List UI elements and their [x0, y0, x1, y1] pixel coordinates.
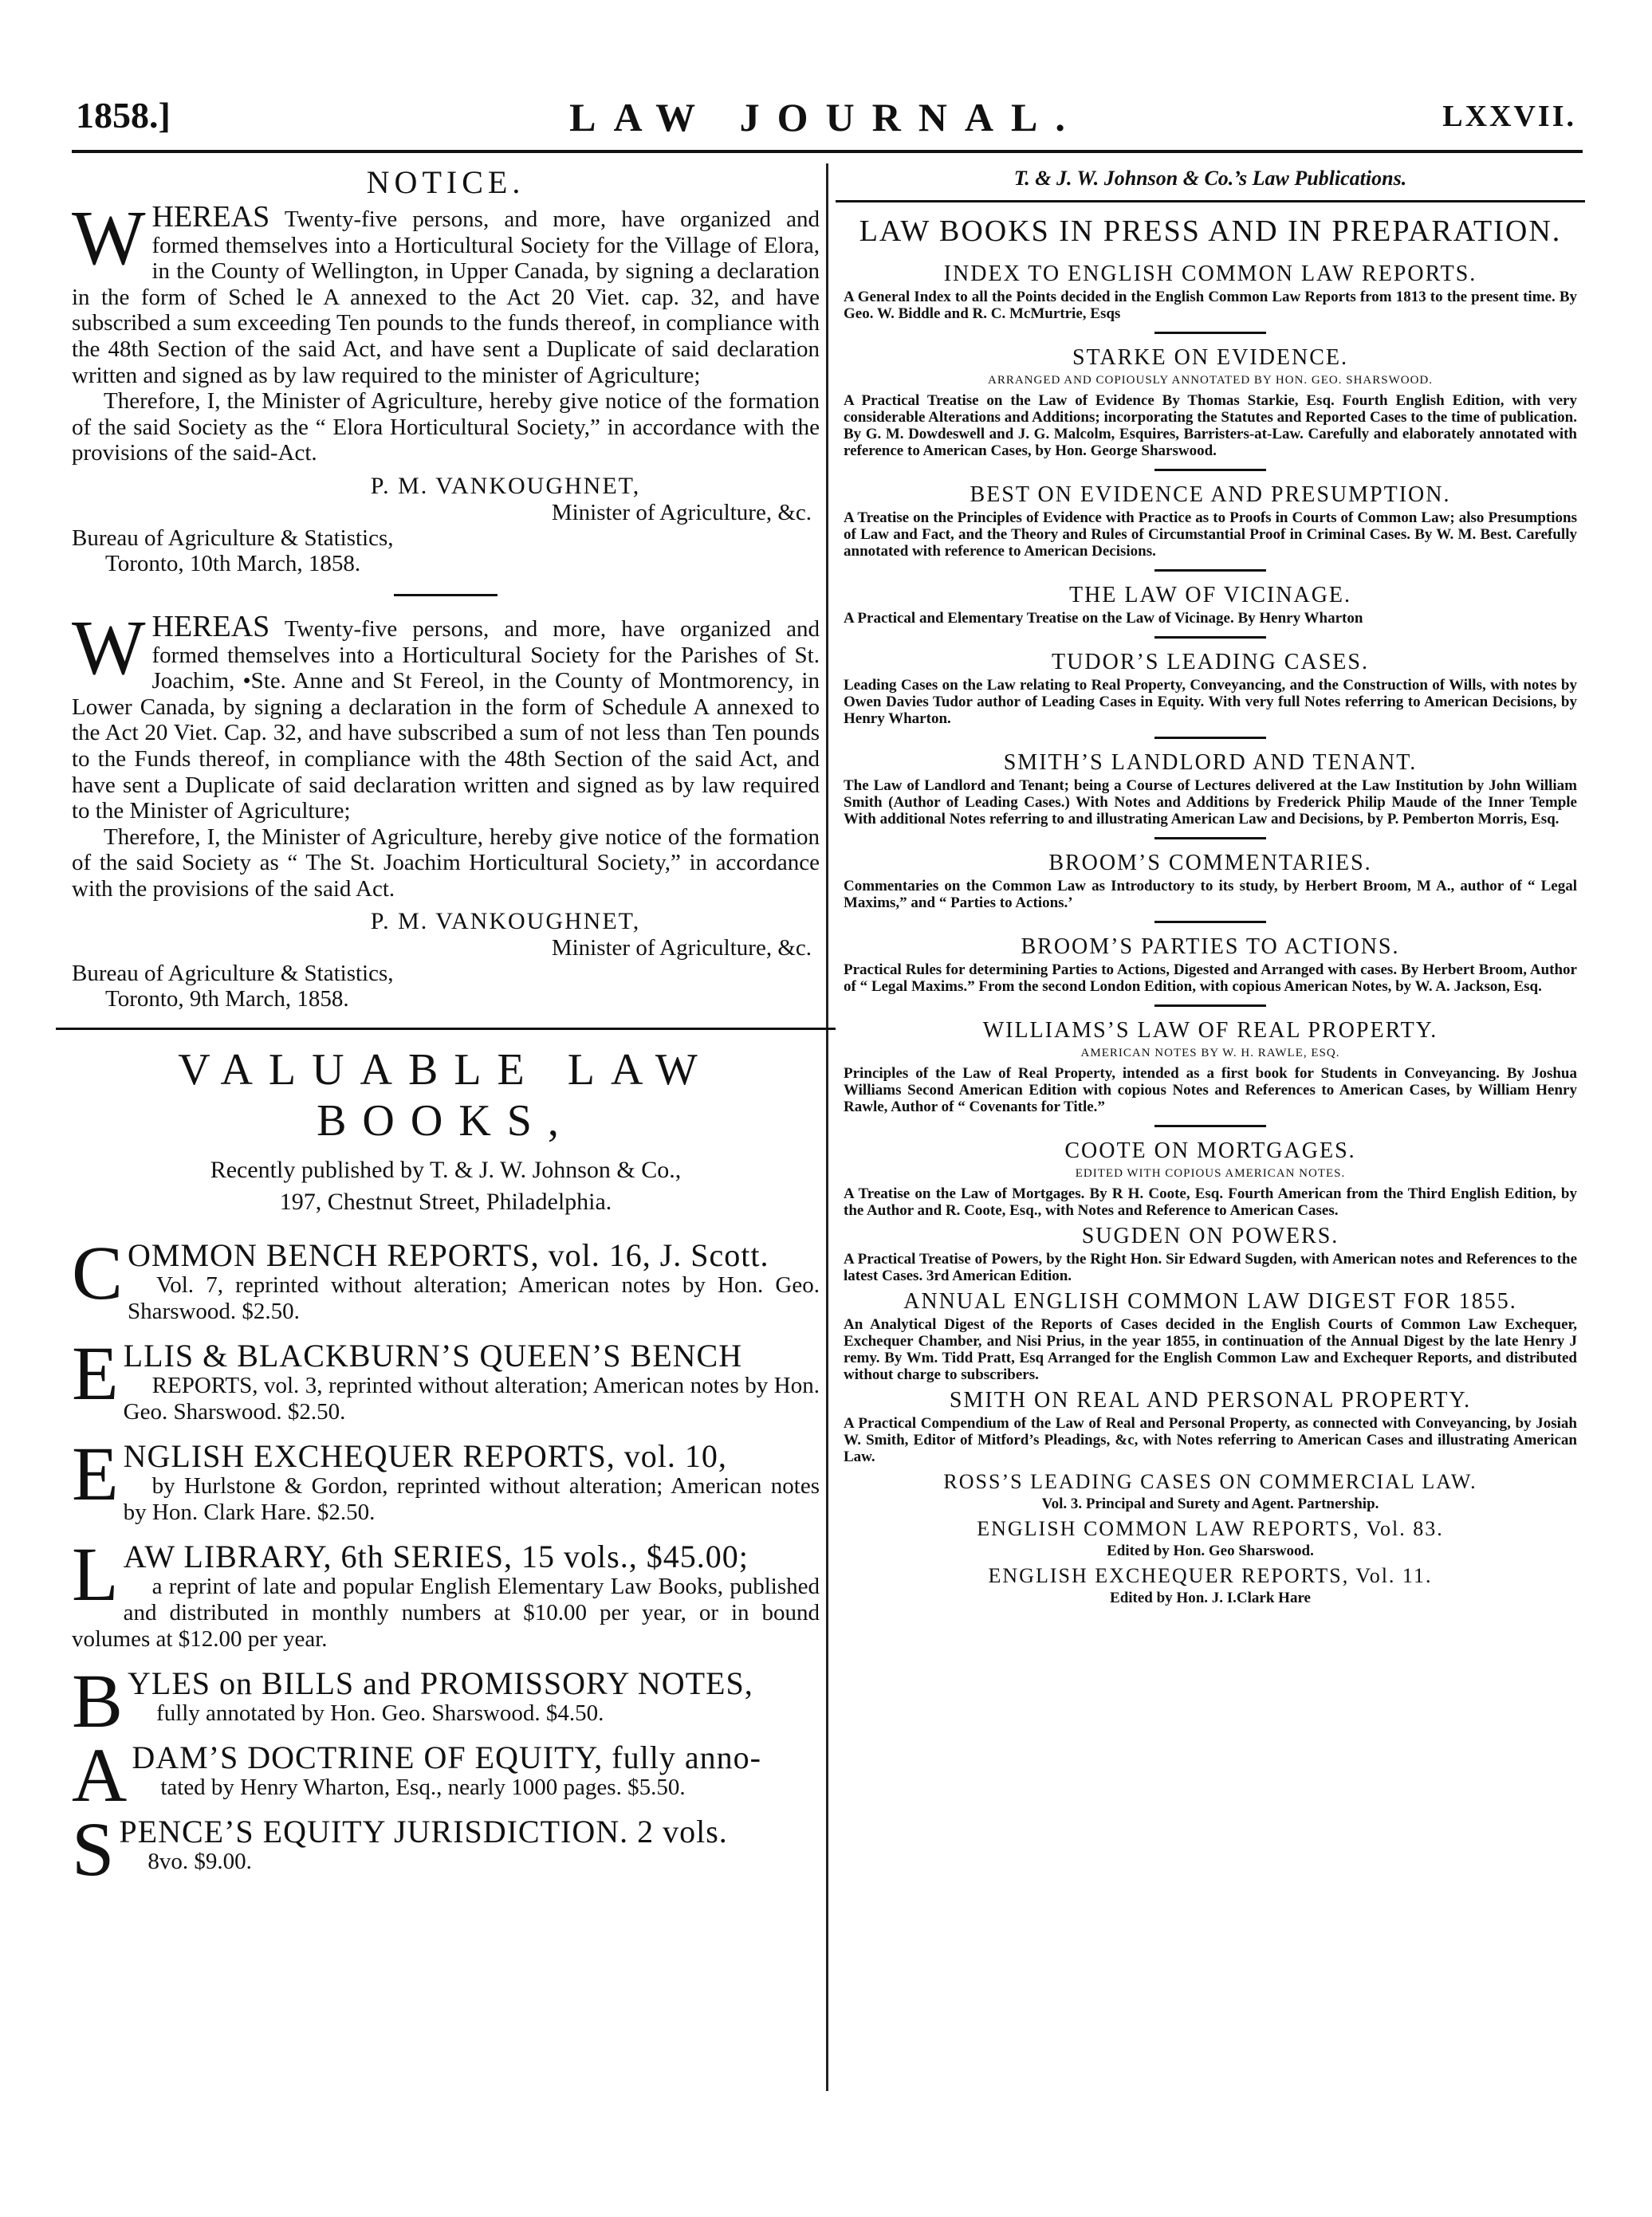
section-title: BROOM’S COMMENTARIES. — [1048, 851, 1372, 875]
section-subtitle: AMERICAN NOTES BY W. H. RAWLE, ESQ. — [1080, 1047, 1340, 1059]
signature-name: P. M. VANKOUGHNET, — [370, 908, 641, 935]
section-rule — [1154, 737, 1266, 739]
signature-date: Toronto, 10th March, 1858. — [105, 550, 361, 576]
book-entry: ELLIS & BLACKBURN’S QUEEN’S BENCH REPORTS, vol. 3, reprinted without alteration; American notes by Hon. Geo. Sharswood. $2.50. — [72, 1331, 820, 1425]
section-body: A Treatise on the Law of Mortgages. By R H. Coote, Esq. Fourth American from the Third English Edition, by the Author and R. Coote, Esq., with Notes and Reference to American Cases. — [844, 1185, 1577, 1219]
book-section — [836, 261, 1585, 322]
address-line: 197, Chestnut Street, Philadelphia. — [279, 1189, 612, 1216]
section-body: The Law of Landlord and Tenant; being a Course of Lectures delivered at the Law Institution by John William Smith (Author of Leading Cases.) With Notes and Additions by Frederick Philip Maude of the Inner Temple With additional Notes referring to and illustrating American Law and Decisions, by P. Pemberton Morris, Esq. — [844, 777, 1577, 827]
signature-title: Minister of Agriculture, &c. — [551, 499, 812, 525]
notice-paragraph: WHEREAS Twenty-five persons, and more, have organized and formed themselves into a Horticultural Society for the Village of Elora, in the County of Wellington, in Upper Canada, by signing a declaration in the form of Sched le A annexed to the Act 20 Viet. cap. 32, and have subscribed a sum exceeding Ten pounds to the funds thereof, in compliance with the 48th Section of the said Act, and have sent a Duplicate of said declaration written and signed as by law required to the minister of Agriculture; — [72, 195, 820, 388]
section-title: STARKE ON EVIDENCE. — [1072, 345, 1349, 370]
section-body: A Treatise on the Principles of Evidence with Practice as to Proofs in Courts of Common Law; also Presumptions of Law and Fact, and the Theory and Rules of Circumstantial Proof in Criminal Cases. By W. M. Best. Carefully annotated with reference to American Decisions. — [844, 509, 1577, 560]
heading-rule — [836, 200, 1585, 202]
section-rule — [1154, 921, 1266, 923]
section-title: THE LAW OF VICINAGE. — [1068, 583, 1352, 607]
book-section — [836, 1289, 1585, 1383]
section-body: A General Index to all the Points decided in the English Common Law Reports from 1813 to the present time. By Geo. W. Biddle and R. C. McMurtrie, Esqs — [844, 289, 1577, 322]
section-title: SUGDEN ON POWERS. — [1081, 1224, 1339, 1248]
section-subtitle: ARRANGED AND COPIOUSLY ANNOTATED BY HON. GEO. SHARSWOOD. — [987, 374, 1434, 387]
book-entry: COMMON BENCH REPORTS, vol. 16, J. Scott. Vol. 7, reprinted without alteration; American notes by Hon. Geo. Sharswood. $2.50. — [72, 1230, 820, 1325]
section-title: TUDOR’S LEADING CASES. — [1052, 650, 1369, 674]
book-section — [836, 750, 1585, 827]
signature-place: Bureau of Agriculture & Statistics, — [72, 525, 394, 551]
notice-st-joachim — [72, 604, 820, 1012]
header-page-number: LXXVII. — [1442, 100, 1576, 133]
notice-title: NOTICE. — [366, 164, 525, 200]
book-section — [836, 934, 1585, 995]
section-body: Practical Rules for determining Parties to Actions, Digested and Arranged with cases. By Herbert Broom, Author of “ Legal Maxims.” From the second London Edition, with copious American Notes, by W. A. Jackson, Esq. — [844, 961, 1577, 995]
section-title: BROOM’S PARTIES TO ACTIONS. — [1021, 934, 1400, 959]
section-body: A Practical Treatise on the Law of Evidence By Thomas Starkie, Esq. Fourth English Edition, with very considerable Alterations and Additions; incorporating the Statutes and Reported Cases to the time of publication. By G. M. Dowdeswell and J. G. Malcolm, Esquires, Barristers-at-Law. Carefully and elaborately annotated with reference to American Cases, by Hon. George Sharswood. — [844, 392, 1577, 459]
section-title: COOTE ON MORTGAGES. — [1064, 1138, 1356, 1163]
notice-paragraph: WHEREAS Twenty-five persons, and more, have organized and formed themselves into a Horticultural Society for the Parishes of St. Joachim, •Ste. Anne and St Fereol, in the County of Montmorency, in Lower Canada, by signing a declaration in the form of Schedule A annexed to the Act 20 Viet. Cap. 32, and have subscribed a sum of not less than Ten pounds to the Funds thereof, in compliance with the 48th Section of the said Act, and have sent a Duplicate of said declaration written and signed as by law required to the Minister of Agriculture; — [72, 604, 820, 824]
notice-elora — [72, 195, 820, 576]
section-body: Vol. 3. Principal and Surety and Agent. Partnership. — [1041, 1496, 1379, 1512]
valuable-law-books — [72, 1044, 820, 1893]
section-title: SMITH ON REAL AND PERSONAL PROPERTY. — [949, 1388, 1472, 1413]
book-section — [836, 851, 1585, 911]
section-title: BEST ON EVIDENCE AND PRESUMPTION. — [970, 482, 1451, 507]
book-entry: BYLES on BILLS and PROMISSORY NOTES, fully annotated by Hon. Geo. Sharswood. $4.50. — [72, 1658, 753, 1744]
section-body: Principles of the Law of Real Property, intended as a first book for Students in Conveyancing. By Joshua Williams Second American Edition with copious Notes and References to American Cases, by William Henry Rawle, Author of “ Covenants for Title.” — [844, 1065, 1577, 1115]
column-divider — [826, 163, 828, 2091]
section-title: WILLIAMS’S LAW OF REAL PROPERTY. — [982, 1018, 1438, 1043]
book-section — [836, 1018, 1585, 1115]
press-heading: LAW BOOKS IN PRESS AND IN PREPARATION. — [859, 214, 1562, 248]
tail-entry — [836, 1564, 1585, 1606]
section-title: ROSS’S LEADING CASES ON COMMERCIAL LAW. — [943, 1470, 1477, 1493]
publisher-line: Recently published by T. & J. W. Johnson & Co., — [210, 1157, 682, 1184]
section-body: Commentaries on the Common Law as Introductory to its study, by Herbert Broom, M A., author of “ Legal Maxims,” and “ Parties to Actions.’ — [844, 878, 1577, 911]
valuable-title: VALUABLE LAW BOOKS, — [178, 1045, 714, 1146]
book-section — [836, 1138, 1585, 1219]
section-rule — [1154, 569, 1266, 572]
section-rule — [1154, 1004, 1266, 1007]
section-rule — [56, 1028, 836, 1030]
section-body: A Practical and Elementary Treatise on the Law of Vicinage. By Henry Wharton — [844, 610, 1363, 627]
section-title: ENGLISH COMMON LAW REPORTS, Vol. 83. — [977, 1517, 1444, 1540]
header-title: LAW JOURNAL. — [569, 95, 1083, 140]
publisher-heading: T. & J. W. Johnson & Co.’s Law Publications. — [1013, 167, 1407, 190]
section-body: Edited by Hon. Geo Sharswood. — [1107, 1543, 1314, 1559]
book-section — [836, 1224, 1585, 1284]
section-rule — [1154, 837, 1266, 839]
book-entry: ENGLISH EXCHEQUER REPORTS, vol. 10, by Hurlstone & Gordon, reprinted without alteration; American notes by Hon. Clark Hare. $2.50. — [72, 1431, 820, 1526]
tail-entry — [836, 1470, 1585, 1512]
section-body: Edited by Hon. J. I.Clark Hare — [1110, 1590, 1311, 1606]
book-entry: LAW LIBRARY, 6th SERIES, 15 vols., $45.00; a reprint of late and popular English Elementary Law Books, published and distributed in monthly numbers at $10.00 per year, or in bound volumes at $12.00 per year. — [72, 1531, 820, 1653]
notice-therefore: Therefore, I, the Minister of Agriculture, hereby give notice of the formation of the said Society as “ The St. Joachim Horticultural Society,” in accordance with the provisions of the said Act. — [72, 824, 820, 902]
signature-place: Bureau of Agriculture & Statistics, — [72, 961, 394, 987]
book-entry: SPENCE’S EQUITY JURISDICTION. 2 vols. 8vo. $9.00. — [72, 1806, 728, 1893]
right-column — [836, 163, 1585, 1611]
book-section — [836, 650, 1585, 727]
tail-entry — [836, 1517, 1585, 1559]
section-subtitle: EDITED WITH COPIOUS AMERICAN NOTES. — [1075, 1167, 1346, 1180]
section-rule — [1154, 332, 1266, 334]
book-section — [836, 345, 1585, 459]
section-rule — [1154, 469, 1266, 471]
drop-cap: W — [72, 604, 146, 691]
book-section — [836, 583, 1585, 627]
signature-name: P. M. VANKOUGHNET, — [370, 472, 641, 499]
section-title: SMITH’S LANDLORD AND TENANT. — [1003, 750, 1418, 775]
section-rule — [1154, 1125, 1266, 1127]
notice-therefore: Therefore, I, the Minister of Agriculture, hereby give notice of the formation of the said Society as the “ Elora Horticultural Society,” in accordance with the provisions of the said-Act. — [72, 388, 820, 466]
book-entry: ADAM’S DOCTRINE OF EQUITY, fully anno- tated by Henry Wharton, Esq., nearly 1000 pages. $5.50. — [72, 1732, 761, 1818]
section-rule — [1154, 636, 1266, 639]
section-body: A Practical Compendium of the Law of Real and Personal Property, as connected with Conveyancing, by Josiah W. Smith, Editor of Mitford’s Pleadings, &c, with Notes referring to American Cases and illustrating American Law. — [844, 1415, 1577, 1465]
book-section — [836, 482, 1585, 560]
left-column — [72, 163, 820, 1893]
section-body: A Practical Treatise of Powers, by the Right Hon. Sir Edward Sugden, with American notes and References to the latest Cases. 3rd American Edition. — [844, 1251, 1577, 1284]
drop-cap: W — [72, 195, 146, 281]
section-title: ENGLISH EXCHEQUER REPORTS, Vol. 11. — [988, 1564, 1433, 1587]
signature-date: Toronto, 9th March, 1858. — [105, 986, 349, 1012]
section-title: ANNUAL ENGLISH COMMON LAW DIGEST FOR 1855. — [903, 1289, 1517, 1314]
section-body: An Analytical Digest of the Reports of Cases decided in the English Courts of Common Law Exchequer, Exchequer Chamber, and Nisi Prius, in the year 1855, in continuation of the Annual Digest by the late Henry J remy. By Wm. Tidd Pratt, Esq Arranged for the English Common Law and Exchequer Reports, and distributed without charge to subscribers. — [844, 1316, 1577, 1383]
header-rule — [72, 150, 1583, 153]
header-year: 1858.] — [76, 95, 171, 136]
book-section — [836, 1388, 1585, 1465]
section-body: Leading Cases on the Law relating to Real Property, Conveyancing, and the Construction of Wills, with notes by Owen Davies Tudor author of Leading Cases in Equity. With very full Notes referring to American Decisions, by Henry Wharton. — [844, 677, 1577, 727]
section-rule — [394, 594, 498, 596]
signature-title: Minister of Agriculture, &c. — [551, 935, 812, 961]
section-title: INDEX TO ENGLISH COMMON LAW REPORTS. — [943, 261, 1477, 286]
